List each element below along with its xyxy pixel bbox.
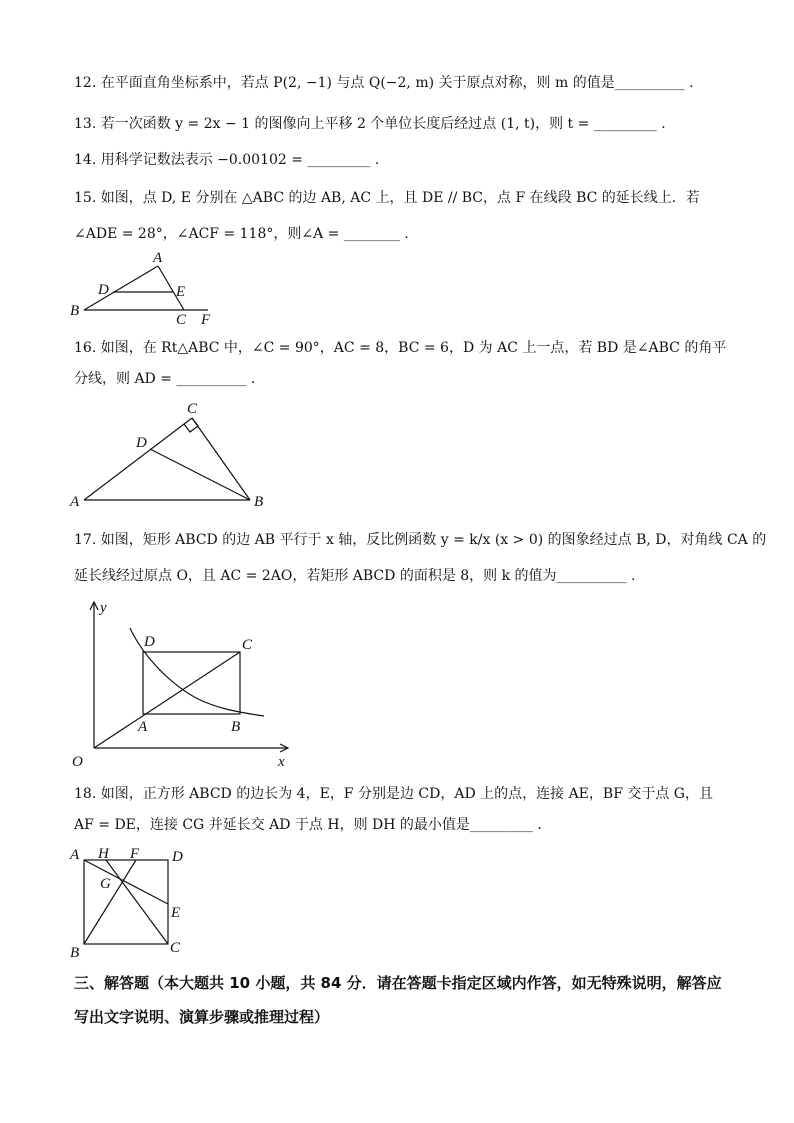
seg-BD — [150, 449, 250, 500]
label-B: B — [231, 719, 241, 735]
question-18-line1: 18. 如图，正方形 ABCD 的边长为 4，E，F 分别是边 CD，AD 上的点，连接 AE，BF 交于点 G，且 — [74, 786, 713, 802]
seg-AC — [84, 418, 192, 500]
diag-OC — [94, 652, 240, 748]
question-13: 13. 若一次函数 y = 2x − 1 的图像向上平移 2 个单位长度后经过点 (1, t)，则 t = _________ . — [74, 116, 666, 132]
label-D: D — [98, 282, 109, 298]
section-3-heading: 三、解答题（本大题共 10 小题，共 84 分．请在答题卡指定区域内作答，如无特殊说明，解答应写出文字说明、演算步骤或推理过程） — [74, 974, 722, 1026]
label-B: B — [70, 945, 80, 961]
label-F: F — [130, 846, 140, 862]
question-17-line2: 延长线经过原点 O，且 AC = 2AO，若矩形 ABCD 的面积是 8，则 k 的值为__________ . — [74, 568, 636, 584]
label-C: C — [242, 637, 253, 653]
label-C: C — [176, 312, 187, 328]
label-y: y — [100, 600, 107, 616]
seg-BC — [192, 418, 250, 500]
label-D: D — [172, 849, 183, 865]
figure-q18 — [66, 840, 196, 962]
square-ABCD — [84, 860, 168, 944]
seg-AB — [84, 266, 158, 310]
label-B: B — [254, 494, 264, 510]
figure-q17 — [66, 594, 306, 774]
label-H: H — [98, 846, 109, 862]
label-E: E — [171, 905, 181, 921]
label-A: A — [70, 494, 80, 510]
question-18-line2: AF = DE，连接 CG 并延长交 AD 于点 H，则 DH 的最小值是_________ . — [74, 817, 542, 833]
label-E: E — [176, 284, 186, 300]
label-G: G — [100, 876, 111, 892]
figure-q16 — [66, 398, 276, 510]
question-15-line1: 15. 如图，点 D, E 分别在 △ABC 的边 AB, AC 上，且 DE // BC，点 F 在线段 BC 的延长线上．若 — [74, 190, 700, 206]
label-O: O — [72, 754, 83, 770]
seg-AE — [84, 860, 168, 904]
label-C: C — [187, 401, 198, 417]
question-17-line1: 17. 如图，矩形 ABCD 的边 AB 平行于 x 轴，反比例函数 y = k/x (x > 0) 的图象经过点 B, D，对角线 CA 的 — [74, 532, 767, 548]
seg-BF — [84, 860, 136, 944]
label-D: D — [136, 435, 147, 451]
question-16-line2: 分线，则 AD = __________ . — [74, 371, 256, 387]
label-B: B — [70, 303, 80, 319]
label-A: A — [138, 719, 148, 735]
right-angle-mark — [184, 418, 198, 432]
label-x: x — [278, 754, 285, 770]
label-F: F — [201, 312, 211, 328]
label-D: D — [144, 634, 155, 650]
question-14: 14. 用科学记数法表示 −0.00102 = _________ . — [74, 152, 380, 168]
figure-q15 — [66, 248, 226, 328]
question-16-line1: 16. 如图，在 Rt△ABC 中，∠C = 90°，AC = 8，BC = 6，D 为 AC 上一点，若 BD 是∠ABC 的角平 — [74, 340, 727, 356]
seg-CH — [106, 860, 168, 944]
question-12: 12. 在平面直角坐标系中，若点 P(2, −1) 与点 Q(−2, m) 关于原点对称，则 m 的值是__________ . — [74, 75, 694, 91]
label-C: C — [170, 940, 181, 956]
label-A: A — [70, 847, 80, 863]
question-15-line2: ∠ADE = 28°，∠ACF = 118°，则∠A = ________ . — [74, 226, 409, 242]
label-A: A — [153, 250, 163, 266]
